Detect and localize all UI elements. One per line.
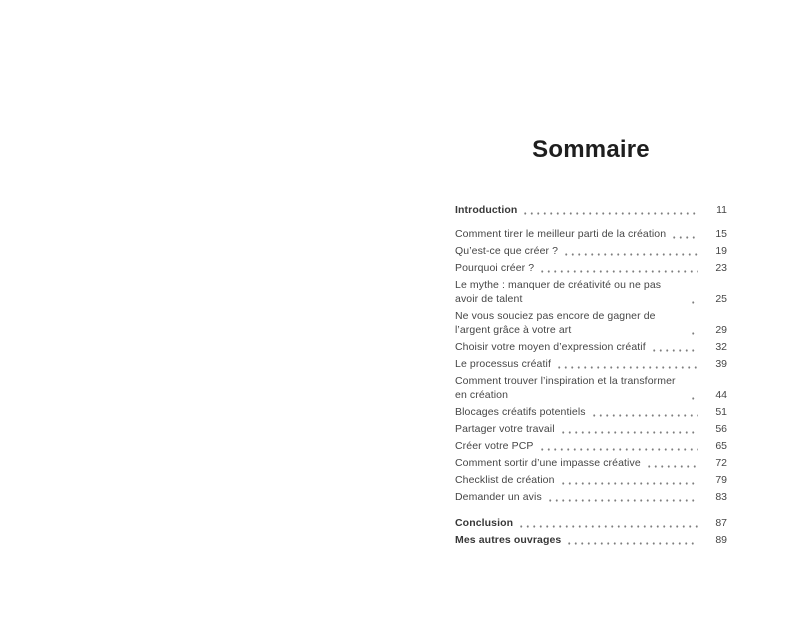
dotted-leader [690,301,698,304]
toc-page-number: 56 [715,423,727,435]
toc-page-number: 65 [715,440,727,452]
toc-page-number: 83 [715,491,727,503]
toc-entry [455,456,727,470]
page-title: Sommaire [532,136,650,163]
dotted-leader [690,397,698,400]
dotted-leader [560,482,698,485]
dotted-leader [671,236,698,239]
toc-page-number: 89 [715,534,727,546]
toc-page-number: 25 [715,293,727,305]
toc-entry [455,374,727,402]
dotted-leader [539,448,698,451]
toc-entry [455,490,727,504]
toc-page-number: 39 [715,358,727,370]
toc-entry-conclusion [455,516,727,530]
toc-page-number: 87 [715,517,727,529]
toc-entry [455,405,727,419]
toc-entry-label: Pourquoi créer ? [455,262,535,274]
toc-page-number: 32 [715,341,727,353]
toc-page-number: 23 [715,262,727,274]
toc-entry [455,244,727,258]
toc-entry-label: Le processus créatif [455,358,551,370]
toc-entry [455,227,727,241]
toc-entry-label: Le mythe : manquer de créativité ou ne pas avoir de talent [455,279,662,305]
toc-entry-label: Ne vous souciez pas encore de gagner de l’argent grâce à votre art [455,310,656,336]
toc-entry [455,357,727,371]
dotted-leader [547,499,698,502]
dotted-leader [646,465,698,468]
toc-list [455,203,727,547]
toc-entry-label: Comment tirer le meilleur parti de la création [455,228,667,240]
dotted-leader [651,349,698,352]
toc-entry-label: Mes autres ouvrages [455,534,562,546]
toc-entry [455,422,727,436]
toc-entry-introduction [455,203,727,217]
toc-entry-label: Créer votre PCP [455,440,534,452]
toc-page-number: 51 [715,406,727,418]
dotted-leader [522,212,698,215]
toc-entry-label: Qu’est-ce que créer ? [455,245,559,257]
toc-entry-label: Checklist de création [455,474,555,486]
toc-entry [455,340,727,354]
toc-page-number: 11 [716,204,727,216]
toc-entry-label: Partager votre travail [455,423,555,435]
toc-entry [455,439,727,453]
toc-entry-label: Introduction [455,204,518,216]
dotted-leader [563,253,698,256]
toc-entry-label: Comment trouver l’inspiration et la transformer en création [455,375,676,401]
toc-page-number: 79 [715,474,727,486]
dotted-leader [690,332,698,335]
toc-entry-label: Comment sortir d’une impasse créative [455,457,641,469]
dotted-leader [556,366,698,369]
toc-page-number: 19 [715,245,727,257]
toc-page-number: 29 [715,324,727,336]
toc-entry-label: Demander un avis [455,491,542,503]
dotted-leader [539,270,698,273]
toc-page-number: 15 [715,228,727,240]
toc-entry-label: Conclusion [455,517,514,529]
toc-entry [455,261,727,275]
toc-entry [455,309,727,337]
dotted-leader [566,542,698,545]
toc-page-number: 72 [715,457,727,469]
toc-entry-label: Choisir votre moyen d’expression créatif [455,341,646,353]
toc-page-number: 44 [715,389,727,401]
toc-entry [455,278,727,306]
dotted-leader [560,431,698,434]
toc-entry-other-works [455,533,727,547]
table-of-contents [455,138,727,550]
dotted-leader [591,414,698,417]
toc-entry [455,473,727,487]
toc-entry-label: Blocages créatifs potentiels [455,406,586,418]
dotted-leader [518,525,698,528]
